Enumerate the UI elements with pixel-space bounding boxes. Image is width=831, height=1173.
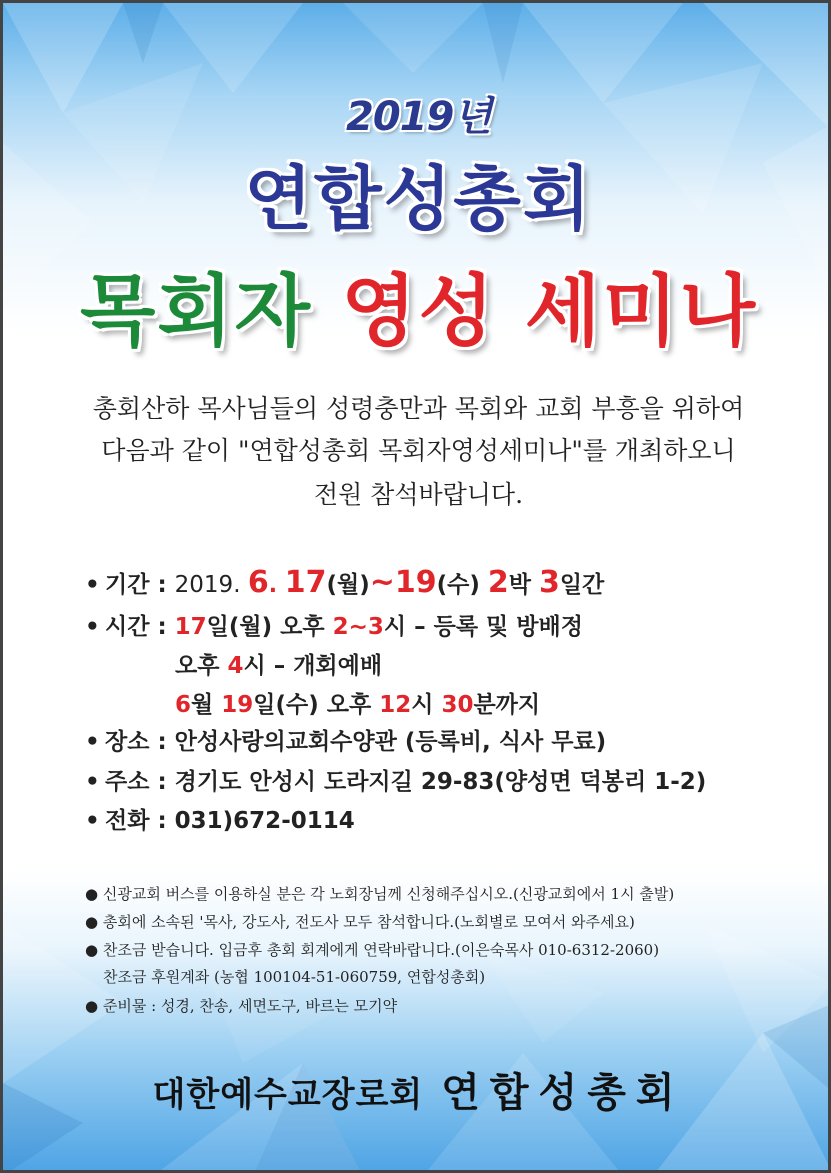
- time-row-1: [85, 608, 583, 641]
- time3-text: 일(수) 오후: [253, 692, 380, 718]
- address-value: 경기도 안성시 도라지길 29-83(양성면 덕봉리 1-2): [174, 769, 707, 795]
- intro-line-1: 총회산하 목사님들의 성령충만과 목회와 교회 부흥을 위하여: [92, 394, 745, 423]
- title-line-1: 연합성총회: [244, 158, 593, 240]
- bullet-icon: •: [85, 729, 100, 755]
- period-days-unit: 일간: [559, 572, 605, 598]
- time1-text: 일(월) 오후: [206, 614, 333, 640]
- time1-hours: 2~3: [332, 614, 384, 640]
- time3-desc: 분까지: [473, 692, 541, 718]
- bullet-icon: •: [85, 808, 100, 834]
- period-label: 기간 :: [105, 572, 175, 598]
- time3-month-unit: 월: [191, 692, 222, 718]
- footer-denomination: 대한예수교장로회: [152, 1075, 424, 1115]
- period-days: 3: [538, 565, 560, 600]
- time3-day: 19: [221, 692, 254, 718]
- time-row-3: [175, 686, 540, 719]
- note-donation-account: 찬조금 후원계좌 (농협 100104-51-060759, 연합성총회): [103, 968, 486, 986]
- note-bus: ● 신광교회 버스를 이용하실 분은 각 노회장님께 신청해주십시오.(신광교회에서 1시 출발): [85, 885, 675, 903]
- address-row: [85, 763, 706, 796]
- intro-line-2: 다음과 같이 "연합성총회 목회자영성세미나"를 개최하오니: [101, 436, 736, 465]
- event-year: 2019년: [346, 94, 491, 140]
- note-supplies: ● 준비물 : 성경, 찬송, 세면도구, 바르는 모기약: [85, 997, 398, 1015]
- period-tilde: ~: [369, 565, 395, 600]
- time3-hour-unit: 시: [411, 692, 442, 718]
- phone-value: 031)672-0114: [174, 808, 355, 834]
- time2-text: 오후: [175, 653, 228, 679]
- footer-org: 연합성총회: [441, 1070, 685, 1116]
- footer: [3, 1061, 831, 1118]
- place-value: 안성사랑의교회수양관 (등록비, 식사 무료): [174, 729, 607, 755]
- note-donation: ● 찬조금 받습니다. 입금후 총회 회계에게 연락바랍니다.(이은숙목사 010-6312-2060): [85, 941, 660, 959]
- address-label: 주소 :: [105, 769, 175, 795]
- time2-hour: 4: [227, 653, 244, 679]
- place-row: [85, 723, 606, 756]
- time1-desc: 시 – 등록 및 방배정: [383, 614, 583, 640]
- time1-day: 17: [174, 614, 207, 640]
- period-end-weekday: (수): [436, 572, 488, 598]
- note-attendance: ● 총회에 소속된 '목사, 강도사, 전도사 모두 참석합니다.(노회별로 모여서 와주세요): [85, 913, 635, 931]
- phone-label: 전화 :: [105, 808, 175, 834]
- time3-hour: 12: [379, 692, 412, 718]
- time2-desc: 시 – 개회예배: [243, 653, 383, 679]
- period-nights: 2: [487, 565, 509, 600]
- intro-line-3: 전원 참석바랍니다.: [313, 480, 524, 509]
- bullet-icon: •: [85, 572, 100, 598]
- time3-minute: 30: [441, 692, 474, 718]
- title-seminar: 영성 세미나: [341, 267, 758, 357]
- time3-month: 6: [175, 692, 192, 718]
- bullet-icon: •: [85, 614, 100, 640]
- period-sep: .: [268, 573, 285, 598]
- title-line-2: [3, 249, 831, 361]
- period-start-day: 17: [284, 565, 327, 600]
- period-row: [85, 565, 604, 600]
- time-row-2: [175, 647, 382, 680]
- period-year: 2019.: [174, 572, 248, 598]
- period-month: 6: [247, 565, 269, 600]
- title-pastor: 목회자: [79, 267, 312, 357]
- phone-row: [85, 802, 355, 835]
- bullet-icon: •: [85, 769, 100, 795]
- time-label: 시간 :: [105, 614, 175, 640]
- period-end-day: 19: [394, 565, 437, 600]
- place-label: 장소 :: [105, 729, 175, 755]
- period-start-weekday: (월): [326, 572, 370, 598]
- period-nights-unit: 박: [508, 572, 539, 598]
